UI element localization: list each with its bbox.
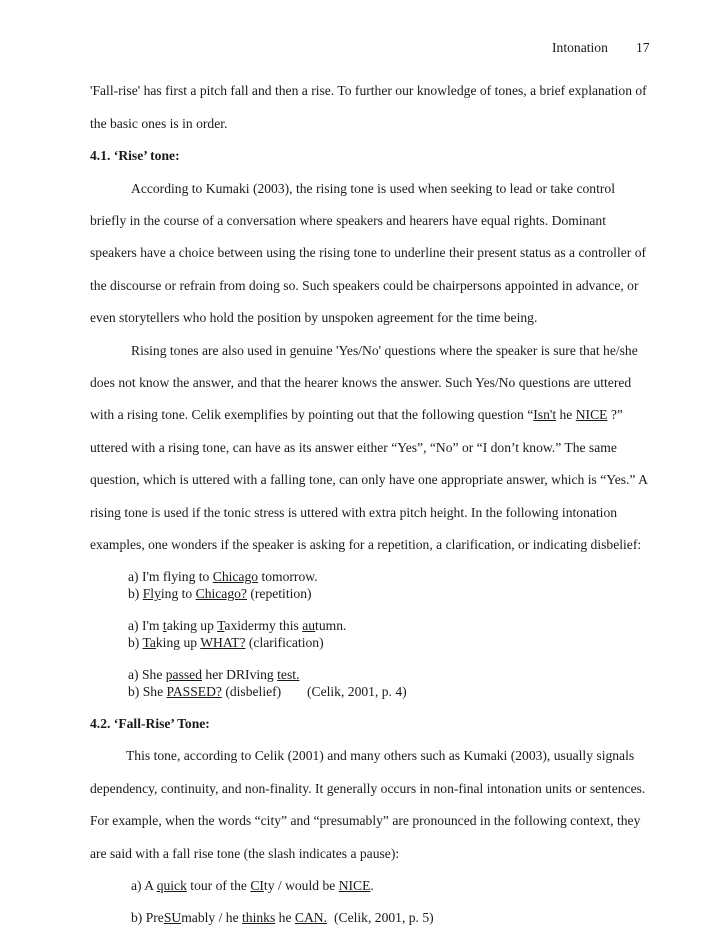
text-line: even storytellers who hold the position by unspoken agreement for the time being. <box>90 310 538 325</box>
text-line: briefly in the course of a conversation where speakers and hearers have equal rights. Dominant <box>90 213 606 228</box>
example-line: a) She passed her DRIving test. <box>128 667 300 682</box>
text-line: rising tone is used if the tonic stress is uttered with extra pitch height. In the following intonation <box>90 505 618 520</box>
text-line: the discourse or refrain from doing so. Such speakers could be chairpersons appointed in advance, or <box>90 278 639 293</box>
page-number: 17 <box>636 40 650 55</box>
example-line: b) Taking up WHAT? (clarification) <box>128 635 324 650</box>
example-line: b) Flying to Chicago? (repetition) <box>128 586 312 601</box>
text-line: dependency, continuity, and non-finality. It generally occurs in non-final intonation units or sentences. <box>90 781 646 796</box>
example-line: a) A quick tour of the CIty / would be NICE. <box>131 878 374 893</box>
text-line: Rising tones are also used in genuine 'Yes/No' questions where the speaker is sure that he/she <box>131 343 638 358</box>
text-line: uttered with a rising tone, can have as its answer either “Yes”, “No” or “I don’t know.” The same <box>90 440 617 455</box>
text-line: This tone, according to Celik (2001) and many others such as Kumaki (2003), usually signals <box>126 748 635 763</box>
text-line: are said with a fall rise tone (the slash indicates a pause): <box>90 846 400 861</box>
text-line: examples, one wonders if the speaker is asking for a repetition, a clarification, or indicating disbelief: <box>90 537 642 552</box>
text-line: question, which is uttered with a falling tone, can only have one appropriate answer, which is “Yes.” A <box>90 472 648 487</box>
text-line: with a rising tone. Celik exemplifies by pointing out that the following question “Isn't he NICE ?” <box>90 407 623 422</box>
text-line: 'Fall-rise' has first a pitch fall and then a rise. To further our knowledge of tones, a brief explanation of <box>90 83 647 98</box>
stressed-word: Isn't <box>533 407 557 422</box>
header-title: Intonation <box>552 40 608 55</box>
citation: (Celik, 2001, p. 4) <box>307 684 407 699</box>
text-line: the basic ones is in order. <box>90 116 228 131</box>
example-line: b) She PASSED? (disbelief) <box>128 684 282 699</box>
citation: (Celik, 2001, p. 5) <box>334 910 434 925</box>
text-line: For example, when the words “city” and “presumably” are pronounced in the following context, they <box>90 813 641 828</box>
text-line: does not know the answer, and that the hearer knows the answer. Such Yes/No questions are uttered <box>90 375 632 390</box>
text-line: According to Kumaki (2003), the rising tone is used when seeking to lead or take control <box>131 181 615 196</box>
example-line: a) I'm taking up Taxidermy this autumn. <box>128 618 347 633</box>
stressed-word: NICE <box>575 407 608 422</box>
section-heading-4-1: 4.1. ‘Rise’ tone: <box>90 148 180 163</box>
example-line: b) PreSUmably / he thinks he CAN. <box>131 910 327 925</box>
text-line: speakers have a choice between using the rising tone to underline their present status as a controller of <box>90 245 647 260</box>
example-line: a) I'm flying to Chicago tomorrow. <box>128 569 318 584</box>
section-heading-4-2: 4.2. ‘Fall-Rise’ Tone: <box>90 716 210 731</box>
